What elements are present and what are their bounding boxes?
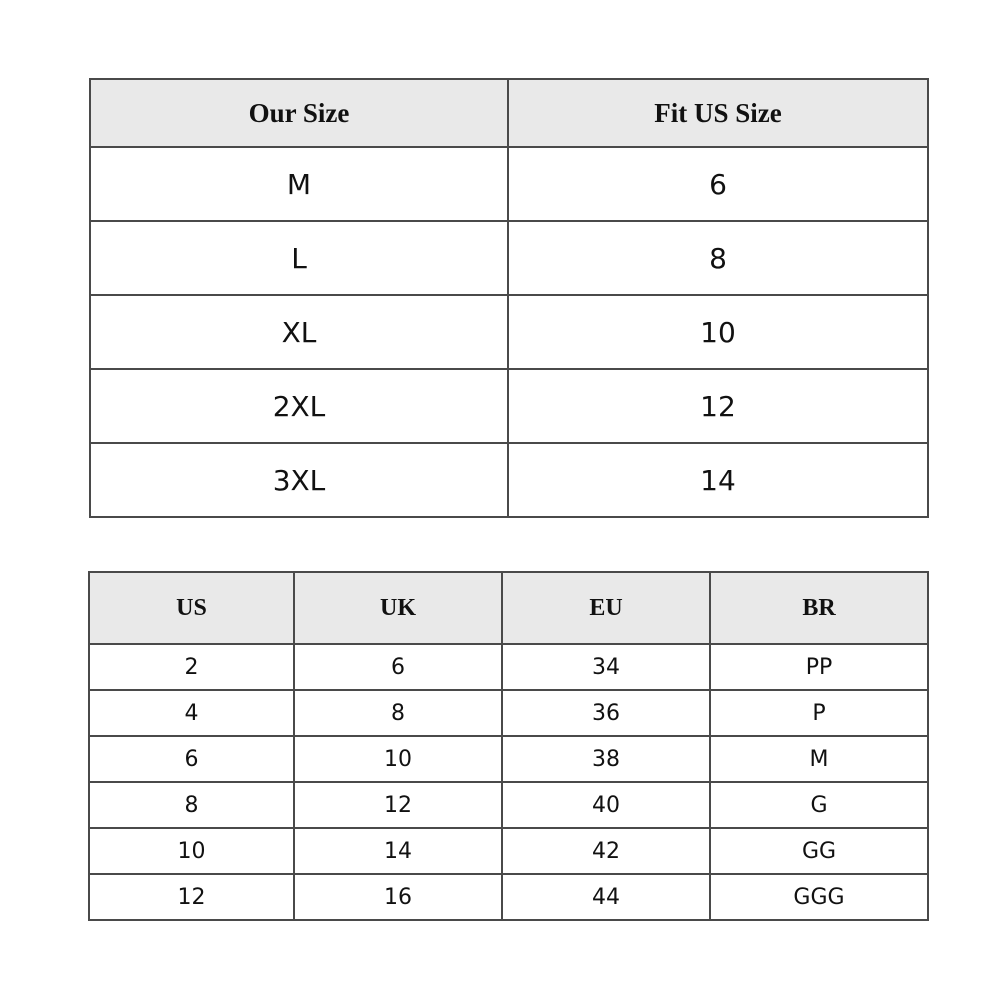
table-row bbox=[89, 690, 928, 736]
table-row bbox=[90, 295, 928, 369]
fit-us-size-cell: 14 bbox=[508, 443, 928, 517]
us-cell: 2 bbox=[89, 644, 294, 690]
us-cell: 8 bbox=[89, 782, 294, 828]
eu-cell: 34 bbox=[502, 644, 710, 690]
br-cell: G bbox=[710, 782, 928, 828]
us-cell: 4 bbox=[89, 690, 294, 736]
our-size-cell: 3XL bbox=[90, 443, 508, 517]
eu-cell: 36 bbox=[502, 690, 710, 736]
our-size-cell: L bbox=[90, 221, 508, 295]
size-conversion-table bbox=[88, 571, 929, 921]
us-cell: 6 bbox=[89, 736, 294, 782]
header-uk: UK bbox=[294, 572, 502, 644]
eu-cell: 42 bbox=[502, 828, 710, 874]
us-cell: 10 bbox=[89, 828, 294, 874]
our-size-cell: M bbox=[90, 147, 508, 221]
uk-cell: 14 bbox=[294, 828, 502, 874]
table-row bbox=[89, 736, 928, 782]
fit-us-size-cell: 6 bbox=[508, 147, 928, 221]
table-row bbox=[89, 644, 928, 690]
table-row bbox=[90, 369, 928, 443]
uk-cell: 6 bbox=[294, 644, 502, 690]
header-eu: EU bbox=[502, 572, 710, 644]
header-fit-us-size: Fit US Size bbox=[508, 79, 928, 147]
header-us: US bbox=[89, 572, 294, 644]
eu-cell: 44 bbox=[502, 874, 710, 920]
table-row bbox=[90, 221, 928, 295]
fit-us-size-cell: 8 bbox=[508, 221, 928, 295]
uk-cell: 8 bbox=[294, 690, 502, 736]
br-cell: PP bbox=[710, 644, 928, 690]
table-row bbox=[90, 443, 928, 517]
fit-us-size-cell: 12 bbox=[508, 369, 928, 443]
our-size-cell: 2XL bbox=[90, 369, 508, 443]
fit-us-size-cell: 10 bbox=[508, 295, 928, 369]
eu-cell: 40 bbox=[502, 782, 710, 828]
br-cell: GG bbox=[710, 828, 928, 874]
table-row bbox=[90, 147, 928, 221]
uk-cell: 10 bbox=[294, 736, 502, 782]
br-cell: P bbox=[710, 690, 928, 736]
us-cell: 12 bbox=[89, 874, 294, 920]
table-header-row bbox=[90, 79, 928, 147]
header-br: BR bbox=[710, 572, 928, 644]
br-cell: M bbox=[710, 736, 928, 782]
eu-cell: 38 bbox=[502, 736, 710, 782]
size-fit-table bbox=[89, 78, 929, 518]
br-cell: GGG bbox=[710, 874, 928, 920]
table-row bbox=[89, 828, 928, 874]
table-header-row bbox=[89, 572, 928, 644]
uk-cell: 12 bbox=[294, 782, 502, 828]
uk-cell: 16 bbox=[294, 874, 502, 920]
header-our-size: Our Size bbox=[90, 79, 508, 147]
table-row bbox=[89, 874, 928, 920]
table-row bbox=[89, 782, 928, 828]
our-size-cell: XL bbox=[90, 295, 508, 369]
